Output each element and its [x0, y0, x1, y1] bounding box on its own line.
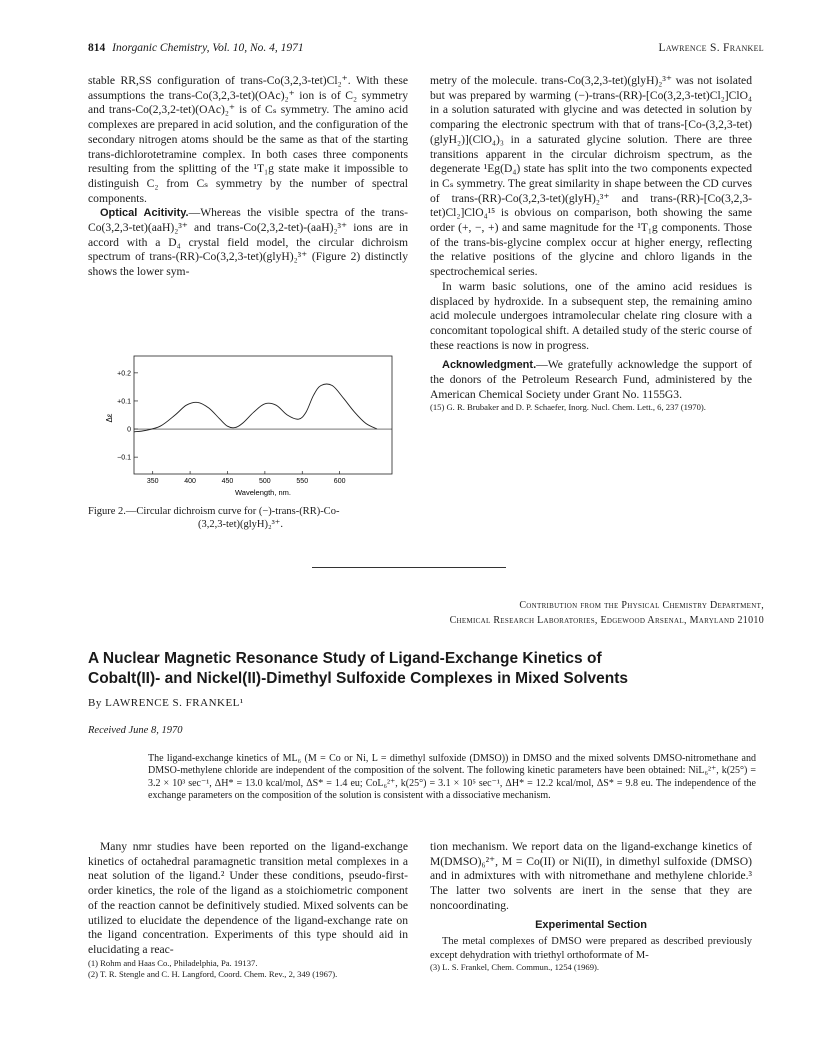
run-in-heading: Optical Acitivity.: [100, 207, 189, 220]
paragraph-optical-activity: [88, 206, 408, 280]
top-right-column: [430, 74, 752, 413]
y-tick-label: +0.2: [117, 370, 131, 378]
running-header: [88, 42, 764, 58]
contribution-note: [300, 598, 764, 628]
paragraph: In warm basic solutions, one of the amino acid residues is displaced by hydroxide. In a subsequent step, the remaining amino acid molecule undergoes intramolecular chelate ring closure with a concomitant topological shift. A detailed study of the steric course of these reactions is now in progress.: [430, 279, 752, 352]
paragraph: Many nmr studies have been reported on the ligand-exchange kinetics of octahedral paramagnetic transition metal complexes in a neat solution of the ligand.² Under these conditions, pseudo-first-order kinetics, the role of the ligand as a stoichiometric component of the reaction cannot be definitively studied. Mixed solvents can be utilized to elucidate the dependence of the ligand-exchange rate on the ligand concentration. Experiments of this type should aid in elucidating a reac-: [88, 840, 408, 956]
acknowledgment-text: —We gratefully acknowledge the support of the donors of the Petroleum Research Fund, administered by the American Chemical Society under Grant No. 1155G3.: [430, 358, 752, 401]
x-axis: [147, 471, 346, 485]
x-tick-label: 500: [259, 478, 271, 485]
paragraph-text: —Whereas the visible spectra of the trans-Co(3,2,3-tet)(aaH)₂³⁺ and trans-Co(2,3,2-tet)-(aaH)₂³⁺ ions are in accord with a D₄ crystal field model, the circular dichroism spectrum of trans-(RR)-Co(3,2,3-tet)(glyH)₂³⁺ (Figure 2) distinctly shows the lower sym-: [88, 206, 408, 279]
cd-chart: [100, 352, 400, 497]
received-date: Received June 8, 1970: [88, 725, 183, 736]
x-tick-label: 550: [296, 478, 309, 485]
section-divider: [312, 567, 506, 568]
paragraph: metry of the molecule. trans-Co(3,2,3-tet)(glyH)₂³⁺ was not isolated but was prepared by warming (−)-trans-(RR)-[Co(3,2,3-tet)Cl₂]ClO₄ in a solution saturated with glycine and was detected in solution by comparing the electronic spectrum with that of trans-[Co-(3,2,3-tet)(glyH₂)](ClO₄)₃ in a saturated glycine solution. There are three transitions apparent in the circular dichroism spectrum, as the degenerate ¹Eg(D₄) state has split into the two components expected in Cₛ symmetry. The great similarity in shape between the CD curves of trans-(RR)-Co(3,2,3-tet)(glyH)₂³⁺ and trans-(RR)-[Co(3,2,3-tet)Cl₂]ClO₄¹⁵ is obvious on comparison, both showing the same order (+, −, +) and same magnitude for the ¹T₁g components. Those of the trans-bis-glycine complex occur at higher energy, reflecting the relative positions of the glycine and chloro ligands in the spectrochemical series.: [430, 74, 752, 279]
footnote-3: (3) L. S. Frankel, Chem. Commun., 1254 (1969).: [430, 962, 599, 973]
page-number: 814: [88, 42, 106, 54]
top-left-column: [88, 74, 408, 280]
y-tick-label: −0.1: [117, 454, 131, 462]
plot-frame: [134, 356, 392, 474]
byline: By LAWRENCE S. FRANKEL¹: [88, 697, 244, 709]
paragraph: tion mechanism. We report data on the ligand-exchange kinetics of M(DMSO)₆²⁺, M = Co(II) or Ni(II), in dimethyl sulfoxide (DMSO) and in admixtures with with nitromethane and methylene chloride.³ The latter two solvents are inert in the sense that they are noncoordinating.: [430, 840, 752, 912]
y-tick-label: +0.1: [117, 398, 131, 406]
run-in-heading: Acknowledgment.: [442, 359, 537, 372]
y-tick-label: 0: [127, 426, 131, 434]
body-right-column: [430, 840, 752, 973]
body-left-column: [88, 840, 408, 980]
header-author: Lawrence S. Frankel: [658, 42, 764, 54]
x-axis-label: Wavelength, nm.: [235, 488, 291, 497]
figure-caption: [88, 505, 408, 531]
acknowledgment: [430, 358, 752, 402]
footnote-2: (2) T. R. Stengle and C. H. Langford, Coord. Chem. Rev., 2, 349 (1967).: [88, 968, 338, 979]
contribution-line-2: Chemical Research Laboratories, Edgewood Arsenal, Maryland 21010: [449, 615, 764, 626]
title-line-2: Cobalt(II)- and Nickel(II)-Dimethyl Sulfoxide Complexes in Mixed Solvents: [88, 670, 629, 687]
caption-line-2: (3,2,3-tet)(glyH)₂³⁺.: [198, 519, 283, 530]
y-axis-label: Δε: [105, 413, 114, 423]
x-tick-label: 600: [333, 478, 346, 485]
footnote-1: (1) Rohm and Haas Co., Philadelphia, Pa. 19137.: [88, 957, 258, 968]
contribution-line-1: Contribution from the Physical Chemistry Department,: [519, 600, 764, 611]
article-title: [88, 649, 778, 689]
paragraph: The metal complexes of DMSO were prepared as described previously except dehydration with triethyl orthoformate of M-: [430, 936, 752, 961]
section-heading: Experimental Section: [535, 918, 647, 931]
y-axis: [117, 370, 138, 461]
cd-curve-series: [134, 384, 377, 432]
journal-citation: Inorganic Chemistry, Vol. 10, No. 4, 1971: [112, 42, 304, 54]
x-tick-label: 450: [221, 478, 234, 485]
x-tick-label: 400: [184, 478, 196, 485]
caption-line-1: Figure 2.—Circular dichroism curve for (−)-trans-(RR)-Co-: [88, 506, 340, 517]
abstract: The ligand-exchange kinetics of ML₆ (M = Co or Ni, L = dimethyl sulfoxide (DMSO)) in DMSO and the mixed solvents DMSO-nitromethane and DMSO-methylene chloride are independent of the composition of the solvent. The following kinetic parameters have been obtained: NiL₆²⁺, k(25°) = 3.2 × 10³ sec⁻¹, ΔH* = 13.0 kcal/mol, ΔS* = 1.4 eu; CoL₆²⁺, k(25°) = 3.1 × 10⁵ sec⁻¹, ΔH* = 12.2 kcal/mol, ΔS* = 9.8 eu. The independence of the exchange parameters on the composition of the solution is consistent with a dissociative mechanism.: [148, 753, 756, 801]
x-tick-label: 350: [146, 478, 159, 485]
footnote-15: (15) G. R. Brubaker and D. P. Schaefer, Inorg. Nucl. Chem. Lett., 6, 237 (1970).: [430, 402, 706, 413]
paragraph: stable RR,SS configuration of trans-Co(3,2,3-tet)Cl₂⁺. With these assumptions the trans-Co(3,2,3-tet)(OAc)₂⁺ ion is of C₂ symmetry and trans-Co(2,3,2-tet)(OAc)₂⁺ is of Cₛ symmetry. The amino acid complexes are prepared in acid solution, and the configuration of the secondary nitrogen atoms should be the same as that of the starting trans-dichlorotetramine complex. In both cases three components resulting from the splitting of the ¹T₁g state make it impossible to distinguish C₂ from Cₛ symmetry by the number of spectral components.: [88, 74, 408, 205]
title-line-1: A Nuclear Magnetic Resonance Study of Ligand-Exchange Kinetics of: [88, 650, 602, 667]
